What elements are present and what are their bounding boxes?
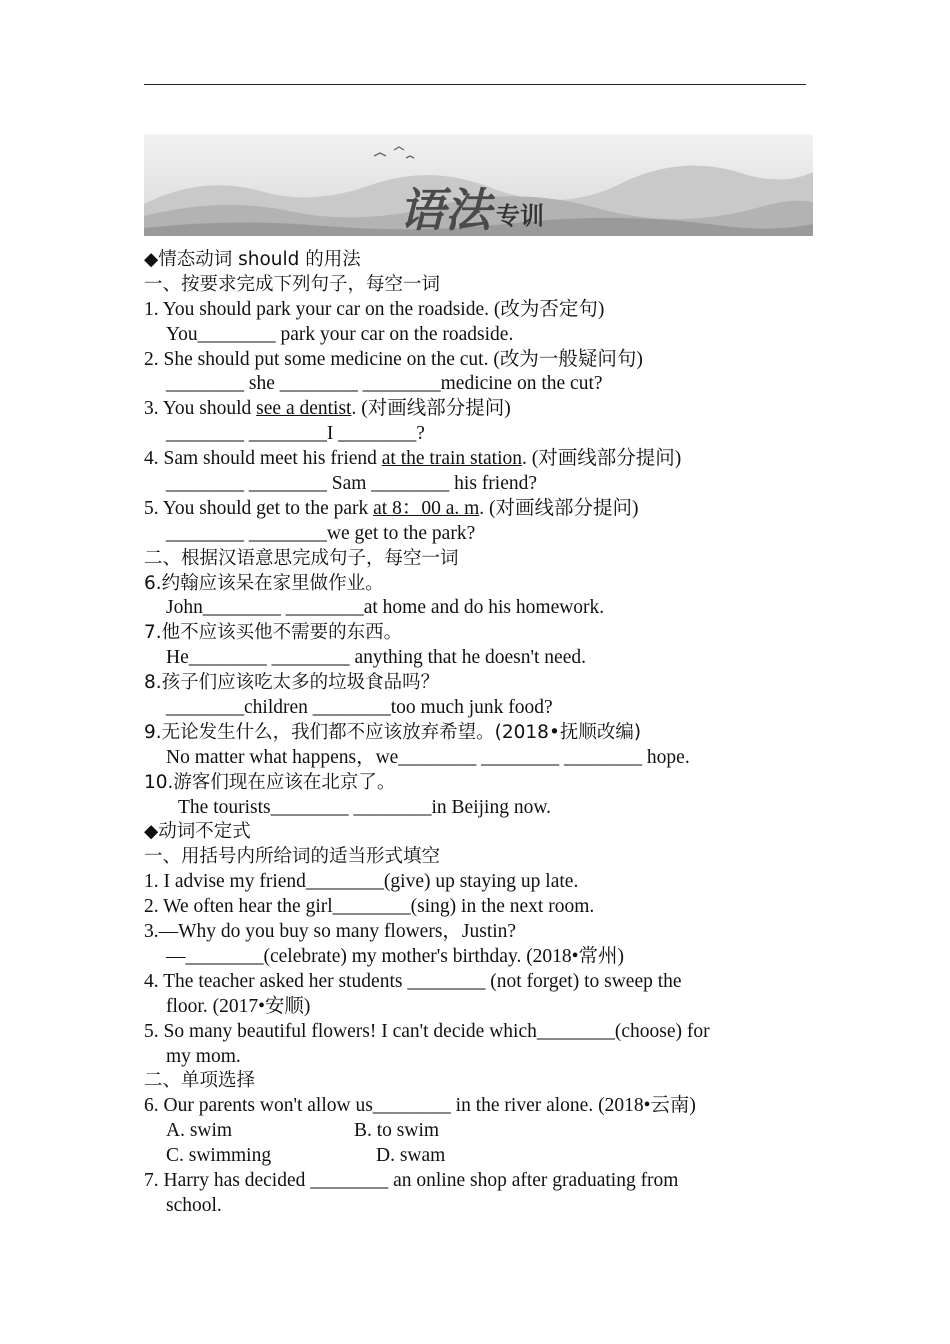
part-heading: 一、用括号内所给词的适当形式填空 xyxy=(144,846,441,868)
question-line: 2. We often hear the girl________(sing) in the next room. xyxy=(144,896,595,918)
question-text: 3. You should xyxy=(144,398,257,420)
answer-line: ________children ________too much junk food? xyxy=(166,697,553,719)
banner-title-small: 专训 xyxy=(496,202,544,230)
option-a[interactable]: A. swim xyxy=(166,1120,233,1142)
question-line xyxy=(144,397,806,422)
question-line: 4. The teacher asked her students ________ (not forget) to sweep the xyxy=(144,970,682,992)
question-line: 6. Our parents won't allow us________ in the river alone. (2018•云南) xyxy=(144,1095,696,1117)
question-continuation: floor. (2017•安顺) xyxy=(166,995,311,1017)
answer-line: John________ ________at home and do his homework. xyxy=(166,597,605,619)
underlined-phrase: at the train station xyxy=(381,448,523,470)
underlined-phrase: at 8：00 a. m xyxy=(373,497,480,519)
header-rule xyxy=(144,84,806,85)
answer-line: ________ she ________ ________medicine on the cut? xyxy=(166,373,603,395)
question-instruction: . (对画线部分提问) xyxy=(351,398,511,420)
question-line: 9.无论发生什么，我们都不应该放弃希望。(2018•抚顺改编) xyxy=(144,721,642,743)
answer-line: —________(celebrate) my mother's birthday. (2018•常州) xyxy=(166,945,625,967)
question-line: 10.游客们现在应该在北京了。 xyxy=(144,771,396,793)
option-d[interactable]: D. swam xyxy=(376,1145,446,1167)
question-continuation: school. xyxy=(166,1194,222,1216)
question-line: 2. She should put some medicine on the cut. (改为一般疑问句) xyxy=(144,348,643,370)
options-row xyxy=(144,1119,806,1144)
underlined-phrase: see a dentist xyxy=(256,398,352,420)
option-c[interactable]: C. swimming xyxy=(166,1145,272,1167)
answer-line: You________ park your car on the roadside. xyxy=(166,323,514,345)
answer-line: ________ ________ Sam ________ his friend? xyxy=(166,473,538,495)
question-line: 3.—Why do you buy so many flowers，Justin? xyxy=(144,921,517,943)
question-line xyxy=(144,497,806,522)
answer-line: No matter what happens，we________ ________ ________ hope. xyxy=(166,746,690,768)
question-instruction: . (对画线部分提问) xyxy=(479,497,639,519)
question-line: 5. So many beautiful flowers! I can't decide which________(choose) for xyxy=(144,1020,710,1042)
question-line: 8.孩子们应该吃太多的垃圾食品吗？ xyxy=(144,672,440,694)
worksheet-content xyxy=(144,248,806,1219)
part-heading: 二、单项选择 xyxy=(144,1070,256,1092)
answer-line: ________ ________we get to the park? xyxy=(166,522,476,544)
question-line: 7. Harry has decided ________ an online shop after graduating from xyxy=(144,1169,679,1191)
answer-line: He________ ________ anything that he doesn't need. xyxy=(166,647,586,669)
grammar-training-banner xyxy=(144,134,813,236)
question-line: 7.他不应该买他不需要的东西。 xyxy=(144,622,403,644)
question-line: 6.约翰应该呆在家里做作业。 xyxy=(144,572,384,594)
part-heading: 二、根据汉语意思完成句子，每空一词 xyxy=(144,547,459,569)
part-heading: 一、按要求完成下列句子，每空一词 xyxy=(144,273,441,295)
question-instruction: . (对画线部分提问) xyxy=(522,448,682,470)
mountain-landscape-icon xyxy=(144,134,813,236)
section-heading: ◆情态动词 should 的用法 xyxy=(144,249,361,270)
banner-title-big: 语法 xyxy=(399,183,491,236)
question-text: 4. Sam should meet his friend xyxy=(144,448,382,470)
answer-line: The tourists________ ________in Beijing now. xyxy=(178,796,552,818)
options-row xyxy=(144,1144,806,1169)
question-line xyxy=(144,447,806,472)
question-text: 5. You should get to the park xyxy=(144,497,374,519)
answer-line: ________ ________I ________? xyxy=(166,423,425,445)
section-heading: ◆动词不定式 xyxy=(144,821,251,843)
option-b[interactable]: B. to swim xyxy=(354,1120,440,1142)
question-continuation: my mom. xyxy=(166,1045,241,1067)
question-line: 1. I advise my friend________(give) up staying up late. xyxy=(144,871,579,893)
question-line: 1. You should park your car on the roadside. (改为否定句) xyxy=(144,298,605,320)
